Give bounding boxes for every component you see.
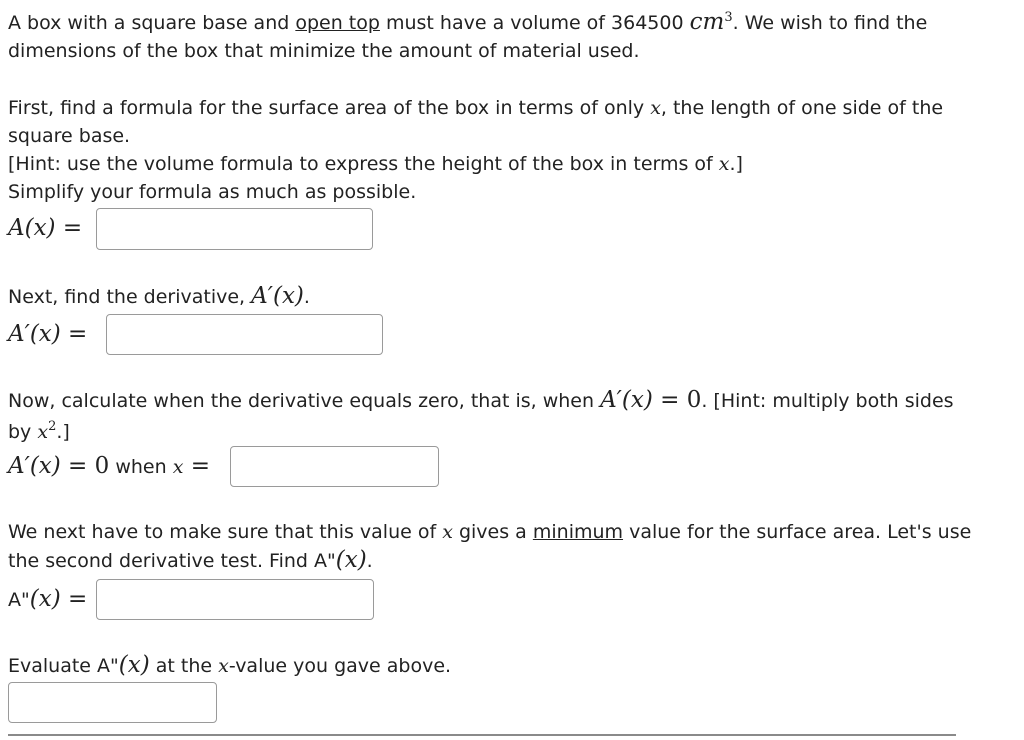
step3-line-2: by $x^2$.] bbox=[8, 418, 70, 443]
step3-line-1: Now, calculate when the derivative equals zero, that is, when A′(x) = 0. [Hint: multiply both sides bbox=[8, 387, 954, 413]
step1-simplify-note: Simplify your formula as much as possible. bbox=[8, 181, 417, 203]
step4-line-1: We next have to make sure that this value of x gives a minimum value for the surface area. Let's use bbox=[8, 521, 972, 543]
minimum-term: minimum bbox=[532, 521, 624, 543]
critical-point-label: A′(x) = 0 when x = bbox=[8, 453, 210, 479]
critical-point-input[interactable] bbox=[230, 446, 439, 487]
second-derivative-label: A"(x) = bbox=[8, 586, 88, 612]
step2-instruction: Next, find the derivative, A′(x). bbox=[8, 283, 310, 309]
step5-instruction: Evaluate A"(x) at the x-value you gave above. bbox=[8, 652, 452, 678]
derivative-input[interactable] bbox=[106, 314, 383, 355]
step1-line-1: First, find a formula for the surface area of the box in terms of only x, the length of one side of the bbox=[8, 97, 944, 119]
unit-exponent: 3 bbox=[724, 9, 733, 25]
area-formula-label: A(x) = bbox=[8, 215, 83, 241]
problem-intro-line-1: A box with a square base and open top must have a volume of 364500 $cm^3$. We wish to find the bbox=[8, 9, 928, 35]
open-top-term: open top bbox=[295, 12, 380, 34]
second-derivative-value-input[interactable] bbox=[8, 682, 217, 723]
unit-cm: cm bbox=[689, 9, 725, 35]
step1-hint: [Hint: use the volume formula to express the height of the box in terms of x.] bbox=[8, 153, 743, 175]
section-divider bbox=[8, 734, 956, 736]
second-derivative-input[interactable] bbox=[96, 579, 374, 620]
derivative-label: A′(x) = bbox=[8, 321, 88, 347]
problem-intro-line-2: dimensions of the box that minimize the amount of material used. bbox=[8, 40, 640, 62]
step4-line-2: the second derivative test. Find A"(x). bbox=[8, 547, 373, 573]
area-formula-input[interactable] bbox=[96, 208, 373, 250]
step1-line-2: square base. bbox=[8, 125, 131, 147]
